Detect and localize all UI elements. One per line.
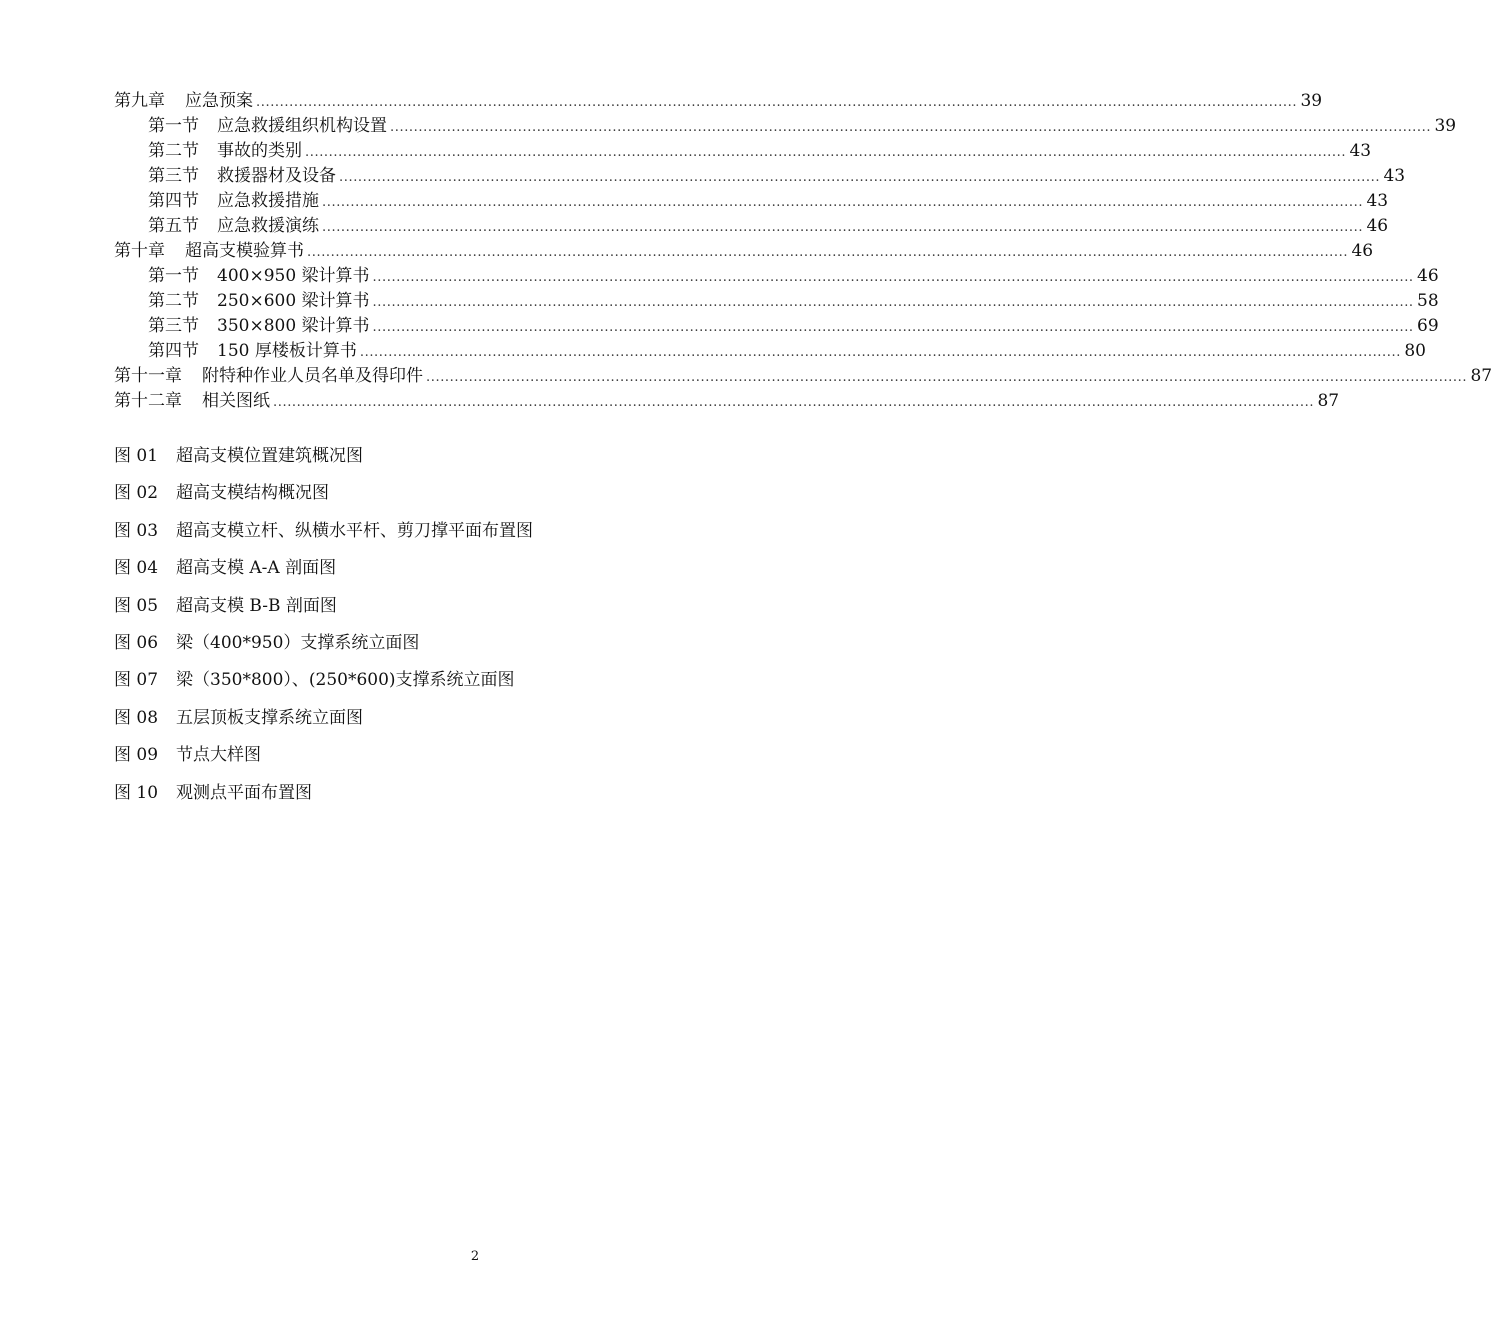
- figure-number: 图 01: [114, 446, 159, 466]
- toc-entry[interactable]: [114, 189, 1389, 214]
- toc-entry-number: 第十章: [114, 241, 165, 261]
- toc-entry[interactable]: [114, 389, 1340, 414]
- figure-number: 图 07: [114, 670, 159, 691]
- figure-title: 超高支模结构概况图: [176, 483, 329, 504]
- toc-entry-number: 第五节: [148, 216, 199, 236]
- toc-dot-leader: ............................................................................................................................................................................................................................: [390, 120, 1432, 135]
- toc-entry-title: 400×950 梁计算书: [217, 266, 370, 286]
- toc-entry[interactable]: [114, 89, 1323, 114]
- figure-entry[interactable]: [114, 443, 533, 480]
- figure-title: 超高支模 A-A 剖面图: [176, 558, 337, 579]
- toc-entry-number: 第十一章: [114, 366, 182, 386]
- toc-entry-number: 第九章: [114, 91, 165, 111]
- toc-dot-leader: ............................................................................................................................................................................................................................: [372, 320, 1414, 335]
- toc-entry[interactable]: [114, 239, 1374, 264]
- figure-entry[interactable]: [114, 630, 533, 667]
- toc-entry-title: 150 厚楼板计算书: [217, 341, 357, 361]
- toc-entry-page: 39: [1434, 116, 1457, 136]
- toc-dot-leader: ............................................................................................................................................................................................................................: [322, 195, 1364, 210]
- toc-entry-page: 43: [1383, 166, 1406, 186]
- toc-dot-leader: ............................................................................................................................................................................................................................: [256, 95, 1298, 110]
- toc-entry-page: 69: [1417, 316, 1439, 336]
- figure-number: 图 10: [114, 782, 159, 803]
- toc-dot-leader: ............................................................................................................................................................................................................................: [372, 295, 1414, 310]
- toc-entry-page: 80: [1404, 341, 1426, 361]
- toc-dot-leader: ............................................................................................................................................................................................................................: [359, 345, 1401, 360]
- figure-entry[interactable]: [114, 705, 533, 742]
- toc-entry[interactable]: [114, 164, 1406, 189]
- toc-entry[interactable]: [114, 214, 1389, 239]
- figure-number: 图 04: [114, 558, 159, 579]
- toc-entry-page: 39: [1300, 91, 1323, 111]
- toc-dot-leader: ............................................................................................................................................................................................................................: [372, 270, 1414, 285]
- toc-entry-number: 第四节: [148, 191, 199, 211]
- figure-list: [114, 443, 533, 817]
- toc-entry-title: 救援器材及设备: [217, 166, 336, 186]
- toc-entry-title: 相关图纸: [202, 391, 270, 411]
- toc-entry-page: 87: [1470, 366, 1492, 386]
- figure-number: 图 09: [114, 745, 159, 766]
- figure-title: 超高支模立杆、纵横水平杆、剪刀撑平面布置图: [176, 520, 533, 541]
- toc-dot-leader: ............................................................................................................................................................................................................................: [307, 245, 1349, 260]
- toc-entry-title: 350×800 梁计算书: [217, 316, 370, 336]
- toc-entry-number: 第三节: [148, 166, 199, 186]
- figure-title: 超高支模位置建筑概况图: [176, 446, 363, 466]
- figure-number: 图 05: [114, 595, 159, 616]
- toc-dot-leader: ............................................................................................................................................................................................................................: [305, 145, 1347, 160]
- figure-title: 梁（400*950）支撑系统立面图: [176, 632, 420, 653]
- toc-entry-number: 第二节: [148, 141, 199, 161]
- figure-number: 图 06: [114, 632, 159, 653]
- toc-entry-title: 应急预案: [185, 91, 253, 111]
- toc-entry-page: 46: [1351, 241, 1374, 261]
- figure-number: 图 03: [114, 520, 159, 541]
- toc-entry[interactable]: [114, 364, 1492, 389]
- toc-entry-number: 第一节: [148, 266, 199, 286]
- toc-entry[interactable]: [114, 139, 1372, 164]
- toc-entry-number: 第四节: [148, 341, 199, 361]
- toc-dot-leader: ............................................................................................................................................................................................................................: [426, 370, 1468, 385]
- toc-entry[interactable]: [114, 114, 1457, 139]
- toc-entry-title: 250×600 梁计算书: [217, 291, 370, 311]
- toc-entry-number: 第一节: [148, 116, 199, 136]
- figure-number: 图 02: [114, 483, 159, 504]
- figure-title: 超高支模 B-B 剖面图: [176, 595, 337, 616]
- toc-entry-page: 43: [1366, 191, 1389, 211]
- toc-entry-title: 应急救援措施: [217, 191, 319, 211]
- toc-entry-title: 应急救援组织机构设置: [217, 116, 387, 136]
- toc-entry-number: 第三节: [148, 316, 199, 336]
- toc-entry-page: 46: [1366, 216, 1389, 236]
- toc-entry[interactable]: [114, 314, 1439, 339]
- toc-entry-title: 事故的类别: [217, 141, 302, 161]
- toc-entry-title: 应急救援演练: [217, 216, 319, 236]
- figure-title: 节点大样图: [176, 745, 261, 766]
- toc-entry[interactable]: [114, 289, 1439, 314]
- toc-dot-leader: ............................................................................................................................................................................................................................: [273, 395, 1315, 410]
- figure-entry[interactable]: [114, 667, 533, 704]
- toc-dot-leader: ............................................................................................................................................................................................................................: [339, 170, 1381, 185]
- toc-entry-number: 第十二章: [114, 391, 182, 411]
- figure-entry[interactable]: [114, 780, 533, 817]
- toc-entry-page: 87: [1317, 391, 1340, 411]
- toc-entry-number: 第二节: [148, 291, 199, 311]
- toc-entry-page: 58: [1417, 291, 1439, 311]
- figure-entry[interactable]: [114, 555, 533, 592]
- toc-entry-page: 43: [1349, 141, 1372, 161]
- toc-entry-title: 附特种作业人员名单及得印件: [202, 366, 423, 386]
- figure-title: 梁（350*800）、(250*600)支撑系统立面图: [176, 670, 515, 691]
- figure-entry[interactable]: [114, 593, 533, 630]
- figure-entry[interactable]: [114, 480, 533, 517]
- page-number: 2: [470, 1249, 480, 1264]
- table-of-contents: [114, 89, 1492, 414]
- toc-dot-leader: ............................................................................................................................................................................................................................: [322, 220, 1364, 235]
- figure-title: 观测点平面布置图: [176, 782, 312, 803]
- toc-entry[interactable]: [114, 264, 1439, 289]
- toc-entry-title: 超高支模验算书: [185, 241, 304, 261]
- figure-entry[interactable]: [114, 742, 533, 779]
- toc-entry[interactable]: [114, 339, 1426, 364]
- figure-entry[interactable]: [114, 518, 533, 555]
- figure-title: 五层顶板支撑系统立面图: [176, 707, 363, 728]
- figure-number: 图 08: [114, 707, 159, 728]
- toc-entry-page: 46: [1417, 266, 1439, 286]
